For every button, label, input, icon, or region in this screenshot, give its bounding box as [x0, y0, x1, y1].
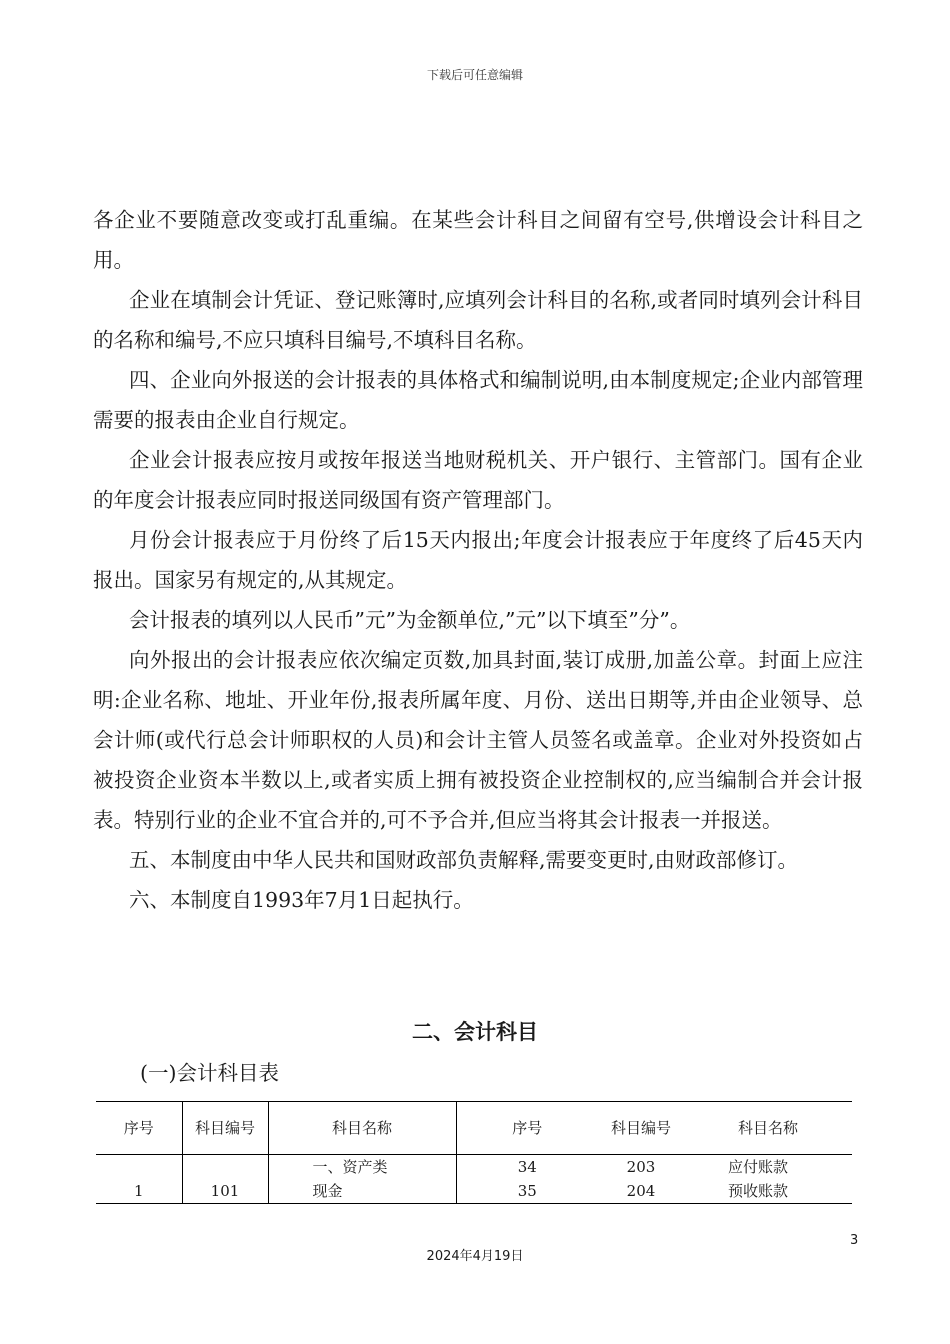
table-cell: 34 — [517, 1158, 537, 1176]
table-cell: 一、资产类 — [268, 1155, 456, 1180]
table-cell — [182, 1155, 268, 1180]
column-header-code: 科目编号 — [598, 1102, 684, 1155]
table-cell: 101 — [182, 1179, 268, 1204]
paragraph: 会计报表的填列以人民币”元”为金额单位,”元”以下填至”分”。 — [129, 608, 691, 632]
table-row — [96, 1179, 852, 1204]
column-header-name: 科目名称 — [684, 1102, 852, 1155]
column-header-index: 序号 — [456, 1102, 598, 1155]
table-cell: 204 — [598, 1179, 684, 1204]
accounts-table — [96, 1101, 852, 1204]
table-cell — [96, 1155, 182, 1180]
paragraph: 各企业不要随意改变或打乱重编。在某些会计科目之间留有空号,供增设会计科目之用。 — [93, 208, 863, 272]
table-cell: 203 — [626, 1158, 656, 1176]
page-header: 下载后可任意编辑 — [426, 68, 523, 82]
section-title: 二、会计科目 — [412, 1020, 538, 1044]
table-row — [96, 1155, 852, 1180]
table-cell: 现金 — [268, 1179, 456, 1204]
table-title: (一)会计科目表 — [140, 1061, 279, 1085]
page-number: 3 — [850, 1233, 859, 1248]
table-header-row — [96, 1102, 852, 1155]
document-body — [93, 200, 863, 920]
paragraph: 企业在填制会计凭证、登记账簿时,应填列会计科目的名称,或者同时填列会计科目的名称和编号,不应只填科目编号,不填科目名称。 — [93, 288, 863, 352]
footer-date: 2024年4月19日 — [426, 1249, 524, 1264]
table-cell: 1 — [96, 1179, 182, 1204]
paragraph: 四、企业向外报送的会计报表的具体格式和编制说明,由本制度规定;企业内部管理需要的报表由企业自行规定。 — [93, 368, 863, 432]
paragraph: 六、本制度自1993年7月1日起执行。 — [129, 888, 474, 912]
paragraph: 向外报出的会计报表应依次编定页数,加具封面,装订成册,加盖公章。封面上应注明:企业名称、地址、开业年份,报表所属年度、月份、送出日期等,并由企业领导、总会计师(或代行总会计师职权的人员)和会计主管人员签名或盖章。企业对外投资如占被投资企业资本半数以上,或者实质上拥有被投资企业控制权的,应当编制合并会计报表。特别行业的企业不宜合并的,可不予合并,但应当将其会计报表一并报送。 — [93, 648, 863, 832]
column-header-code: 科目编号 — [182, 1102, 268, 1155]
column-header-name: 科目名称 — [268, 1102, 456, 1155]
paragraph: 企业会计报表应按月或按年报送当地财税机关、开户银行、主管部门。国有企业的年度会计报表应同时报送同级国有资产管理部门。 — [93, 448, 863, 512]
column-header-index: 序号 — [96, 1102, 182, 1155]
table-cell: 应付账款 — [728, 1158, 789, 1176]
paragraph: 月份会计报表应于月份终了后15天内报出;年度会计报表应于年度终了后45天内报出。国家另有规定的,从其规定。 — [93, 528, 863, 592]
paragraph: 五、本制度由中华人民共和国财政部负责解释,需要变更时,由财政部修订。 — [129, 848, 799, 872]
table-cell: 35 — [456, 1179, 598, 1204]
table-cell: 预收账款 — [684, 1179, 852, 1204]
